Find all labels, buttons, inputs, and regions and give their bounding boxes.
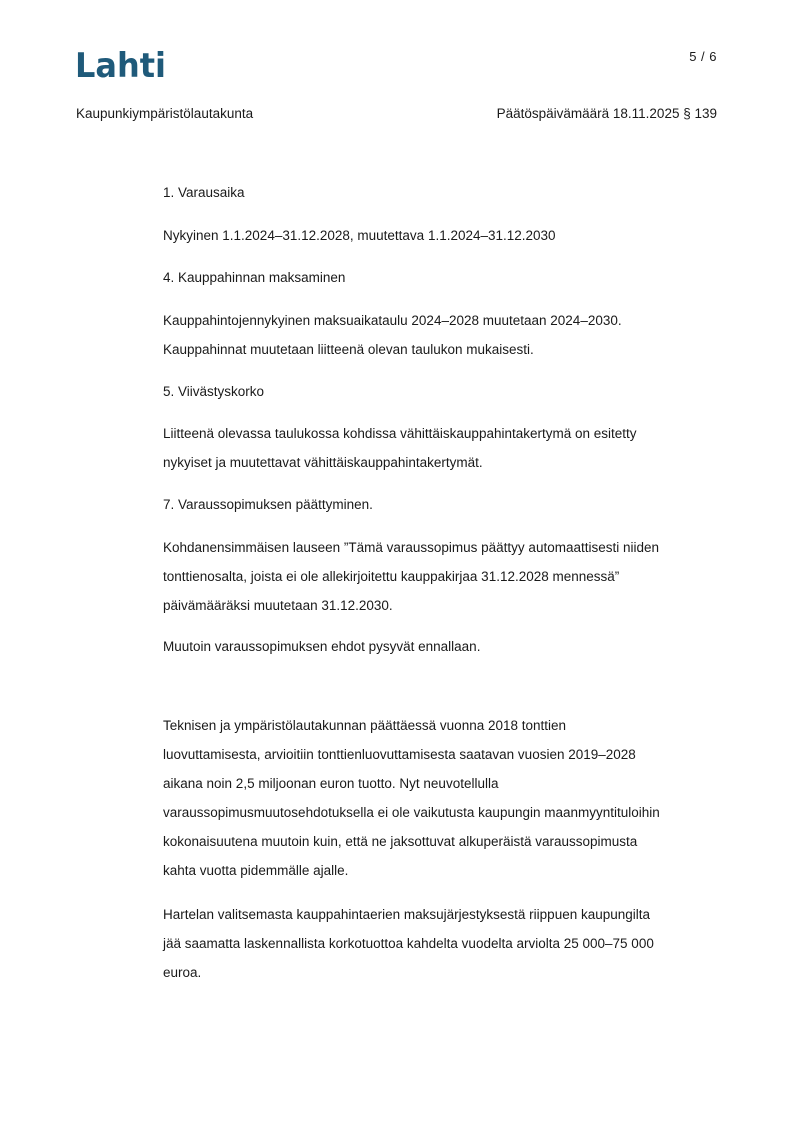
page-number: 5 / 6 [689, 49, 717, 64]
paragraph-line: varaussopimusmuutosehdotuksella ei ole vaikutusta kaupungin maanmyyntituloihin [163, 805, 660, 820]
section-heading: 4. Kauppahinnan maksaminen [163, 270, 346, 285]
paragraph-line: Hartelan valitsemasta kauppahintaerien maksujärjestyksestä riippuen kaupungilta [163, 907, 651, 922]
paragraph-line: Kauppahinnat muutetaan liitteenä olevan taulukon mukaisesti. [163, 342, 534, 357]
board-name: Kaupunkiympäristölautakunta [76, 106, 254, 121]
decision-date: Päätöspäivämäärä 18.11.2025 § 139 [496, 106, 717, 121]
section-heading: 1. Varausaika [163, 185, 245, 200]
paragraph-line: Teknisen ja ympäristölautakunnan päättäessä vuonna 2018 tonttien [163, 718, 567, 733]
section-heading: 7. Varaussopimuksen päättyminen. [163, 497, 373, 512]
paragraph-line: tonttienosalta, joista ei ole allekirjoitettu kauppakirjaa 31.12.2028 mennessä” [163, 569, 620, 584]
paragraph-line: jää saamatta laskennallista korkotuottoa kahdelta vuodelta arviolta 25 000–75 000 [163, 936, 654, 951]
section-heading: 5. Viivästyskorko [163, 384, 265, 399]
paragraph-line: kokonaisuutena muutoin kuin, että ne jaksottuvat alkuperäistä varaussopimusta [163, 834, 638, 849]
paragraph-line: nykyiset ja muutettavat vähittäiskauppahintakertymät. [163, 455, 483, 470]
paragraph-line: päivämääräksi muutetaan 31.12.2030. [163, 598, 393, 613]
paragraph-line: Kohdanensimmäisen lauseen ”Tämä varaussopimus päättyy automaattisesti niiden [163, 540, 660, 555]
paragraph-line: Muutoin varaussopimuksen ehdot pysyvät ennallaan. [163, 639, 481, 654]
document-body [163, 178, 723, 987]
paragraph-line: Liitteenä olevassa taulukossa kohdissa vähittäiskauppahintakertymä on esitetty [163, 426, 637, 441]
lahti-logo [75, 46, 167, 82]
paragraph-line: aikana noin 2,5 miljoonan euron tuotto. Nyt neuvotellulla [163, 776, 499, 791]
paragraph-line: Nykyinen 1.1.2024–31.12.2028, muutettava 1.1.2024–31.12.2030 [163, 228, 556, 243]
paragraph-line: luovuttamisesta, arvioitiin tonttienluovuttamisesta saatavan vuosien 2019–2028 [163, 747, 636, 762]
paragraph-line: kahta vuotta pidemmälle ajalle. [163, 863, 349, 878]
paragraph-line: Kauppahintojennykyinen maksuaikataulu 2024–2028 muutetaan 2024–2030. [163, 313, 622, 328]
logo-text: Lahti [75, 46, 166, 82]
paragraph-line: euroa. [163, 965, 202, 980]
